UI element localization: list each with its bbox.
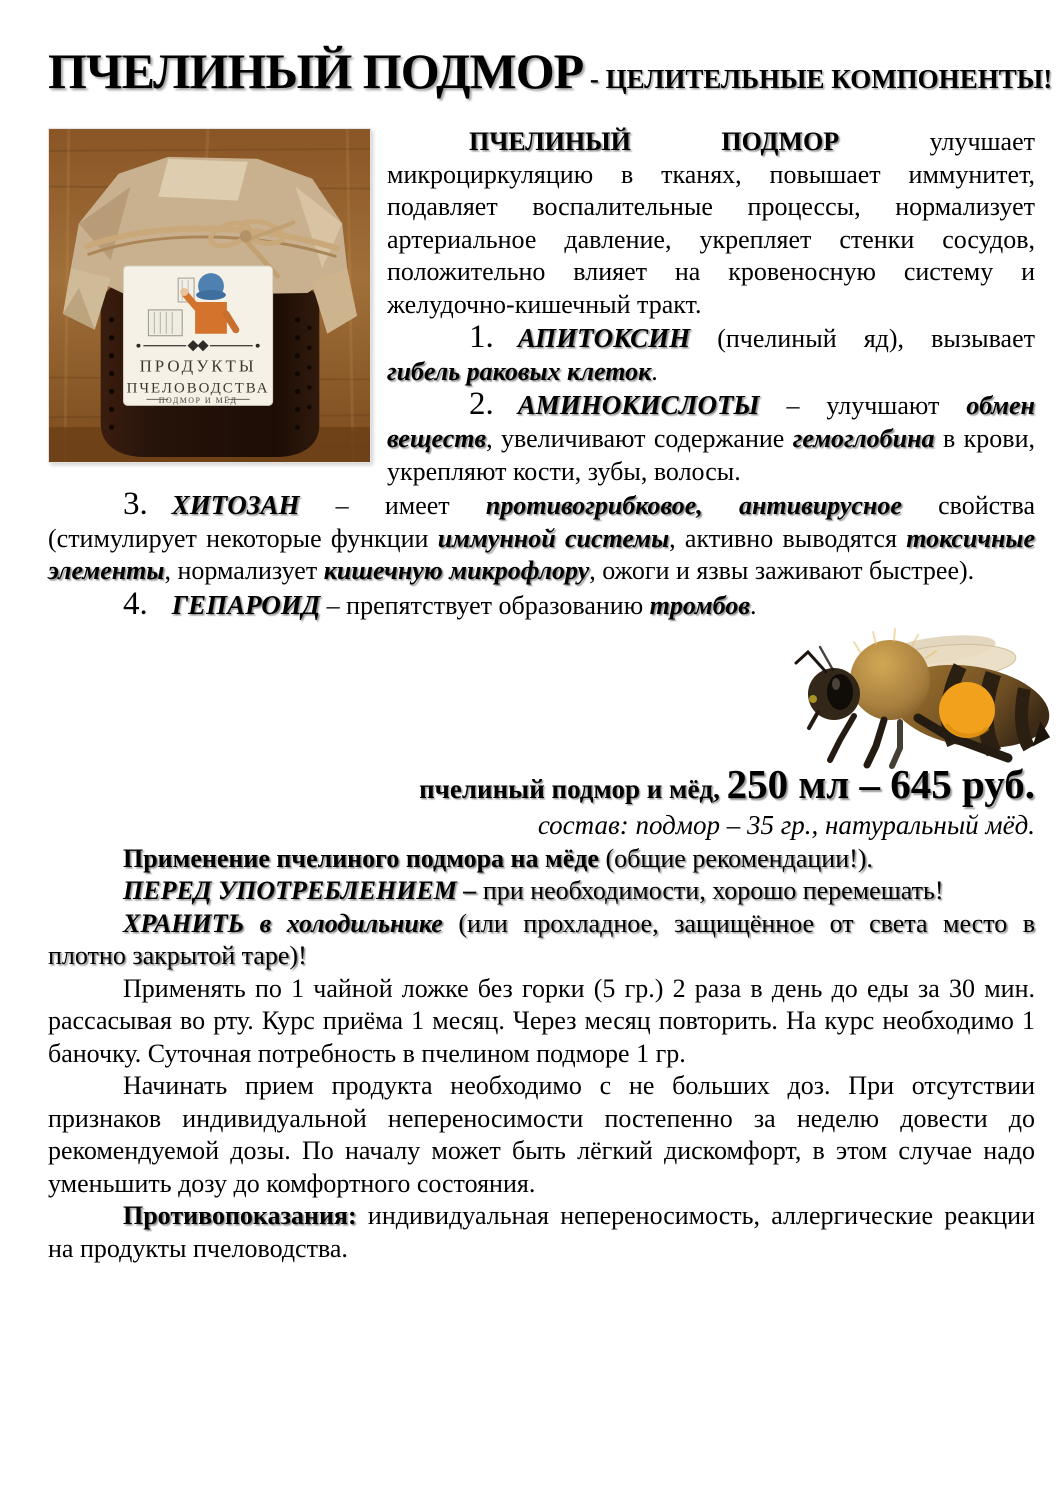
title-subtitle: - ЦЕЛИТЕЛЬНЫЕ КОМПОНЕНТЫ! [583,64,1053,94]
item-text: , активно выводятся [669,523,907,553]
contraindications-lead: Противопоказания: [123,1201,357,1231]
jar-product-photo [48,128,371,463]
item-text: свойства (стимулирует некоторые функции [48,491,1036,553]
list-item-chitosan [48,488,1035,588]
label-line1: ПРОДУКТЫ [139,356,257,376]
item-emphasis: тромбов [649,590,750,620]
item-number: 1. [469,319,494,355]
item-text: . [749,590,757,620]
item-text: (пчелиный яд), вызывает [690,324,1035,353]
before-use-rest: при необходимости, хорошо перемешать! [476,876,944,906]
item-text: , увеличивают содержание [486,424,793,453]
item-term: ГЕПАРОИД [171,589,321,620]
usage-heading-rest: (общие рекомендации!). [598,843,873,873]
item-text: , нормализует [164,556,324,586]
storage-line [48,908,1035,973]
label-line3: ПОДМОР И МЁД [158,395,238,405]
item-text: . [651,356,658,386]
item-number: 4. [123,585,148,622]
pollen-ball [939,682,995,738]
item-emphasis: иммунной системы [437,523,670,553]
item-text: – улучшают [759,391,967,421]
price-value: 250 мл – 645 руб. [726,760,1035,807]
before-use-line [48,875,1035,908]
usage-heading [48,843,1035,876]
before-use-lead: ПЕРЕД УПОТРЕБЛЕНИЕМ – [123,876,477,906]
dosage-paragraph: Применять по 1 чайной ложке без горки (5 гр.) 2 раза в день до еды за 30 мин. рассасывая во рту. Курс приёма 1 месяц. Через месяц повторить. На курс необходимо 1 баночку. Суточная потребность в пчелином подморе 1 гр. [48,973,1035,1068]
item-emphasis: токсичные элементы [48,523,1035,586]
item-number: 2. [469,386,494,423]
item-emphasis: гибель раковых клеток [387,356,652,386]
item-term: ХИТОЗАН [171,490,300,520]
contraindications-paragraph [48,1200,1035,1265]
storage-rest: (или прохладное, защищённое от света место в плотно закрытой таре)! [48,908,1035,971]
composition-line: состав: подмор – 35 гр., натуральный мёд. [537,809,1035,840]
item-term: АМИНОКИСЛОТЫ [517,390,760,421]
contraindications-rest: индивидуальная непереносимость, аллергические реакции на продукты пчеловодства. [48,1201,1035,1263]
bee-illustration [788,618,1060,770]
buildup-paragraph: Начинать прием продукта необходимо с не больших доз. При отсутствии признаков индивидуальной непереносимости постепенно за неделю довести до рекомендуемой дозы. По началу может быть лёгкий дискомфорт, в этом случае надо уменьшить дозу до комфортного состояния. [48,1071,1035,1198]
item-emphasis: гемоглобина [792,424,935,453]
storage-lead: ХРАНИТЬ в холодильнике [123,908,443,938]
usage-heading-lead: Применение пчелиного подмора на мёде [123,843,599,873]
label-line2: ПЧЕЛОВОДСТВА [126,380,270,397]
intro-text: улучшает микроциркуляцию в тканях, повышает иммунитет, подавляет воспалительные процессы, нормализует артериальное давление, укрепляет стенки сосудов, положительно влияет на кровеносную систему и желудочно-кишечный тракт. [387,127,1035,319]
item-text: , ожоги и язвы заживают быстрее). [589,556,975,586]
item-text: – имеет [299,491,486,520]
intro-lead: ПЧЕЛИНЫЙ ПОДМОР [469,127,840,156]
item-term: АПИТОКСИН [517,323,691,353]
jar-photo-illustration [49,129,370,462]
bee-head [796,647,860,728]
title-main: ПЧЕЛИНЫЙ ПОДМОР [48,43,584,99]
bee-image [788,618,1060,770]
item-number: 3. [123,486,148,522]
product-name: пчелиный подмор и мёд, [419,773,727,804]
item-emphasis: обмен веществ [387,391,1035,453]
page-title [48,42,1053,100]
item-emphasis: противогрибковое, антивирусное [485,491,902,520]
jar-label [124,266,273,405]
item-text: – препятствует образованию [320,590,650,620]
bee-antenna [796,652,826,672]
item-emphasis: кишечную микрофлору [323,556,590,586]
item-text: в крови, укрепляют кости, зубы, волосы. [387,424,1035,486]
